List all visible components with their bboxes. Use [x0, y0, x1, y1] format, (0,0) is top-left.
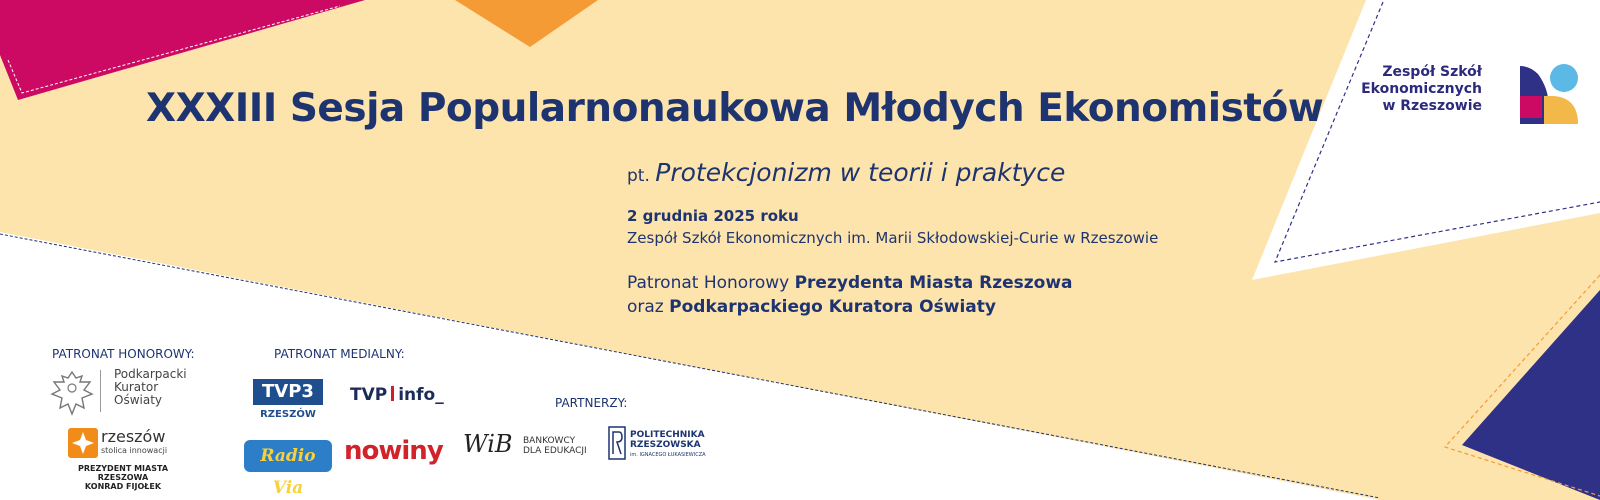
subtitle [627, 158, 1065, 187]
tvpinfo-bar [391, 386, 394, 401]
radiovia-logo [244, 440, 332, 498]
kurator-logo [48, 368, 198, 416]
patronage-line1-prefix: Patronat Honorowy [627, 273, 795, 293]
subtitle-prefix: pt. [627, 166, 650, 186]
school-logo-mark [1498, 60, 1580, 128]
wib-mark: WiB [463, 430, 513, 458]
kurator-line3: Oświaty [114, 393, 163, 407]
school-logo-line2: Ekonomicznych [1361, 81, 1482, 97]
kurator-line1: Podkarpacki [114, 367, 187, 381]
rzeszow-mark-icon [68, 428, 98, 458]
tvpinfo-part1: TVP [350, 385, 388, 405]
patronage-line2-prefix: oraz [627, 297, 670, 317]
rzeszow-name: rzeszów [101, 427, 166, 446]
wib-line2: DLA EDUKACJI [523, 446, 587, 456]
rzeszow-caption [58, 464, 188, 491]
rzeszow-caption2: KONRAD FIJOŁEK [84, 482, 162, 491]
radiovia-text: Radio Via [260, 446, 316, 498]
subtitle-topic: Protekcjonizm w teorii i praktyce [655, 158, 1066, 187]
tvp3-city: RZESZÓW [260, 409, 316, 420]
patronage-line2 [627, 297, 996, 317]
nowiny-logo: nowiny [344, 436, 443, 466]
eagle-emblem-icon [48, 368, 96, 416]
school-logo-line3: w Rzeszowie [1382, 98, 1482, 114]
media-patronage-label: PATRONAT MEDIALNY: [274, 347, 405, 361]
wib-line1: BANKOWCY [523, 436, 576, 446]
kurator-text [114, 368, 187, 407]
rzeszow-tagline: stolica innowacji [101, 446, 168, 455]
patronage-line1-bold: Prezydenta Miasta Rzeszowa [794, 273, 1073, 293]
event-date: 2 grudnia 2025 roku [627, 207, 799, 225]
rzeszow-caption1: PREZYDENT MIASTA RZESZOWA [77, 464, 169, 482]
tvp3-badge: TVP3 [253, 379, 323, 405]
politechnika-line2: RZESZOWSKA [630, 440, 701, 450]
page-title: XXXIII Sesja Popularnonaukowa Młodych Ekonomistów [146, 86, 1324, 131]
politechnika-line1: POLITECHNIKA [630, 430, 705, 440]
tvpinfo-part2: info_ [398, 385, 444, 405]
school-logo [1361, 60, 1580, 130]
patronage-line1 [627, 273, 1073, 293]
event-venue: Zespół Szkół Ekonomicznych im. Marii Skłodowskiej-Curie w Rzeszowie [627, 229, 1159, 247]
honorary-patronage-label: PATRONAT HONOROWY: [52, 347, 195, 361]
politechnika-line3: im. IGNACEGO ŁUKASIEWICZA [630, 452, 706, 458]
politechnika-logo [608, 426, 704, 464]
kurator-divider [100, 370, 101, 412]
tvp3-logo [253, 379, 323, 423]
kurator-line2: Kurator [114, 380, 159, 394]
school-logo-text [1361, 64, 1482, 115]
wib-text [523, 436, 587, 456]
rzeszow-star-icon [68, 428, 98, 458]
tvpinfo-logo [350, 385, 444, 405]
politechnika-text [630, 430, 706, 460]
school-logo-line1: Zespół Szkół [1382, 64, 1482, 80]
politechnika-emblem-icon [608, 426, 626, 460]
wib-logo [463, 424, 593, 468]
partners-label: PARTNERZY: [555, 396, 628, 410]
rzeszow-logo [58, 427, 188, 491]
patronage-line2-bold: Podkarpackiego Kuratora Oświaty [669, 297, 996, 317]
